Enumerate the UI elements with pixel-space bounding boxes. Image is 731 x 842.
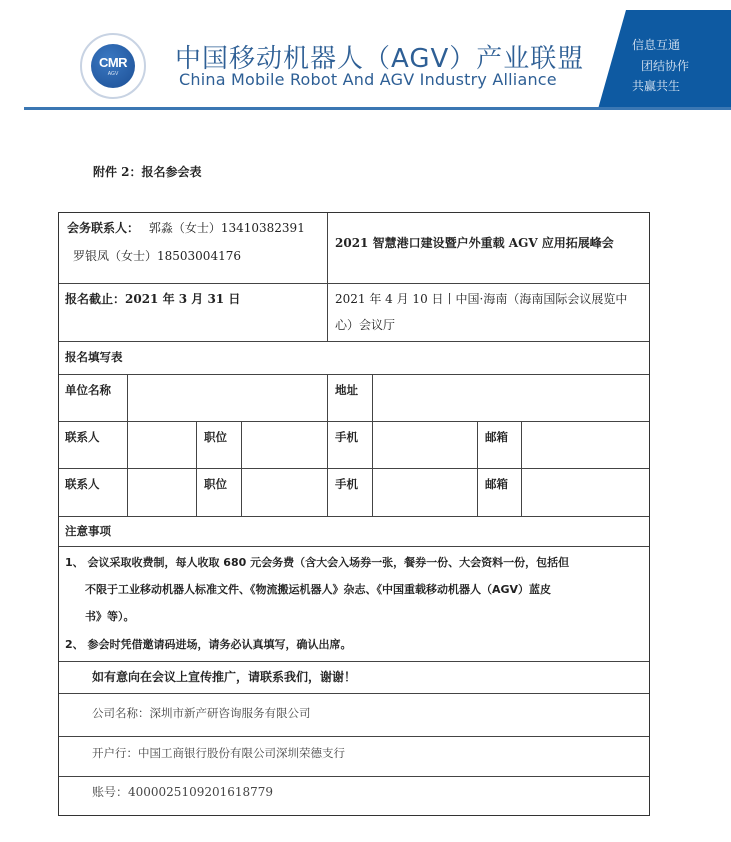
contact-person-label: 联系人 [65,477,100,491]
row-divider [59,546,649,547]
row-divider [59,693,649,694]
col-divider [327,374,328,516]
position-input[interactable] [242,469,326,515]
company-name: 公司名称：深圳市新产研咨询服务有限公司 [92,706,311,720]
email-input[interactable] [522,469,648,515]
email-label: 邮箱 [485,477,508,491]
email-input[interactable] [522,422,648,467]
logo-emblem [91,44,135,88]
address-label: 地址 [335,383,358,397]
company-input[interactable] [128,375,326,420]
fill-section-title: 报名填写表 [65,350,123,364]
logo-text: CMR [98,55,128,70]
bank-name: 开户行：中国工商银行股份有限公司深圳荣德支行 [92,746,345,760]
venue-line-2: 心）会议厅 [335,318,396,332]
email-label: 邮箱 [485,430,508,444]
note-1-line-3: 书》等）。 [85,610,135,623]
org-name-cn: 中国移动机器人（AGV）产业联盟 [175,44,585,74]
logo-subtext: AGV [107,71,119,77]
mobile-label: 手机 [335,430,358,444]
row-divider [59,516,649,517]
col-divider [477,421,478,516]
company-label: 单位名称 [65,383,111,397]
contact-1: 郭淼（女士）13410382391 [148,221,305,235]
contact-person-label: 联系人 [65,430,100,444]
mobile-label: 手机 [335,477,358,491]
position-input[interactable] [242,422,326,467]
row-divider [59,776,649,777]
row-divider [59,661,649,662]
slogan-2: 团结协作 [641,59,690,73]
header-divider [24,107,731,110]
account-number: 账号：4000025109201618779 [92,785,274,799]
note-2: 2、 参会时凭借邀请码进场，请务必认真填写，确认出席。 [65,638,352,651]
col-divider [196,421,197,516]
contact-person-input[interactable] [128,469,195,515]
attachment-title: 附件 2：报名参会表 [93,165,202,179]
note-1-line-1: 1、 会议采取收费制，每人收取 680 元会务费（含大会入场券一张，餐券一份、大会资料一份，包括但 [65,556,570,569]
contact-label: 会务联系人： [67,221,140,235]
row-divider [59,736,649,737]
contact-person-input[interactable] [128,422,195,467]
registration-deadline: 报名截止：2021 年 3 月 31 日 [65,292,241,306]
notes-title: 注意事项 [65,524,111,538]
position-label: 职位 [204,477,227,491]
mobile-input[interactable] [373,469,476,515]
contact-2: 罗银凤（女士）18503004176 [73,249,241,263]
promo-text: 如有意向在会议上宣传推广，请联系我们，谢谢！ [92,670,357,684]
row-divider [59,341,649,342]
event-title: 2021 智慧港口建设暨户外重载 AGV 应用拓展峰会 [335,236,614,250]
registration-table [58,212,650,816]
note-1-line-2: 不限于工业移动机器人标准文件、《物流搬运机器人》杂志、《中国重载移动机器人（AGV）蓝皮 [85,583,552,596]
venue-line-1: 2021 年 4 月 10 日丨中国·海南（海南国际会议展览中 [335,292,628,306]
alliance-logo [80,33,146,99]
row-divider [59,283,649,284]
mobile-input[interactable] [373,422,476,467]
org-name-en: China Mobile Robot And AGV Industry Alliance [179,70,557,89]
col-divider [327,213,328,341]
slogan-1: 信息互通 [632,38,681,52]
address-input[interactable] [373,375,648,420]
slogan-3: 共赢共生 [632,79,681,93]
position-label: 职位 [204,430,227,444]
